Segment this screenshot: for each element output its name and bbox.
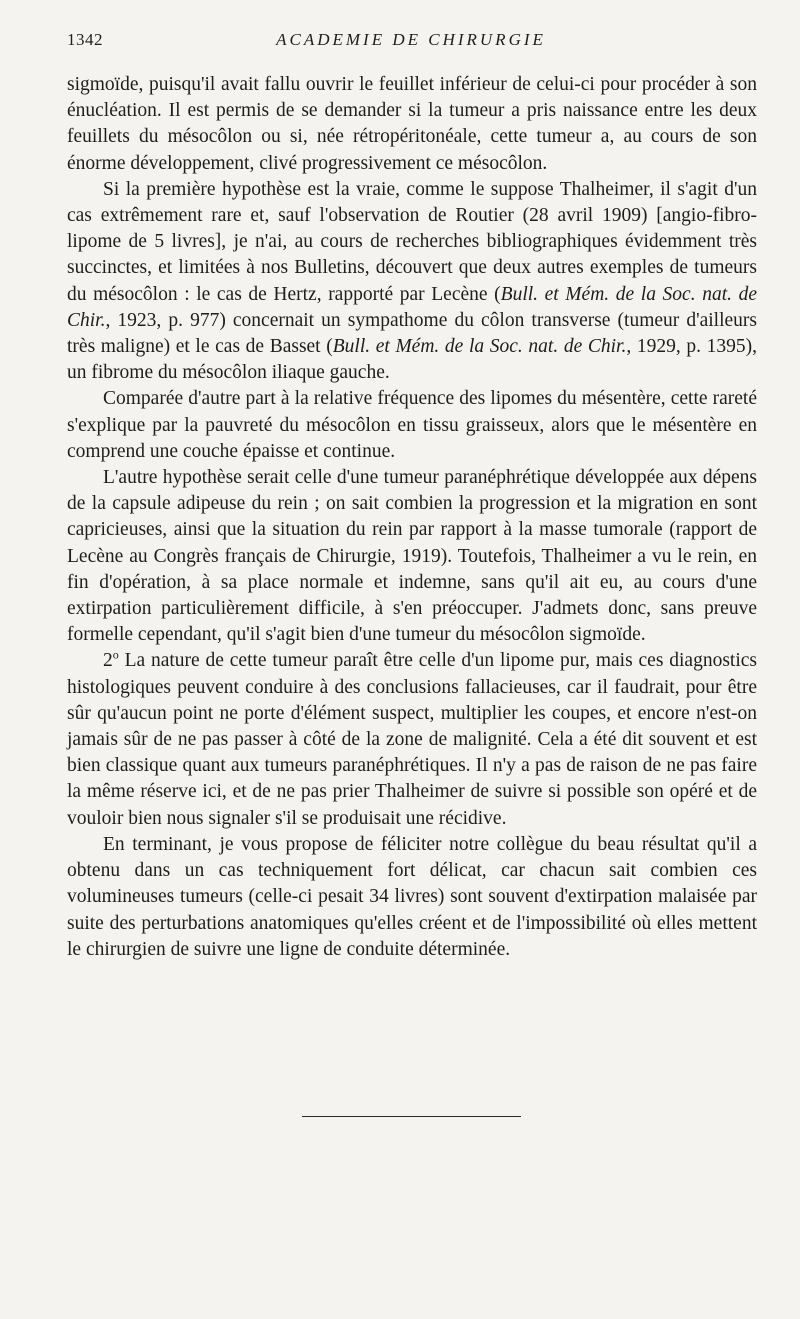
text-run: , 1923, p. 977) concernait un sympathome du côlon transverse (tumeur d'ailleurs très maligne) et le cas de Basset ( xyxy=(67,309,757,358)
page-header xyxy=(67,30,755,56)
paragraph xyxy=(67,648,757,831)
end-rule xyxy=(302,1116,521,1117)
article-body xyxy=(67,72,757,963)
citation-title: Bull. et Mém. de la Soc. nat. de Chir. xyxy=(67,283,757,331)
citation-title: Bull. et Mém. de la Soc. nat. de Chir. xyxy=(332,336,627,358)
text-run: L'autre hypothèse serait celle d'une tumeur paranéphrétique développée aux dépens de la capsule adipeuse du rein ; on sait combien la progression et la migration en sont capricieuses, ainsi que la situation du rein par rapport à la masse tumorale (rapport de Lecène au Congrès français de Chirurgie, 1919). Toutefois, Thalheimer a vu le rein, en fin d'opération, à sa place normale et indemne, sans qu'il ait eu, au cours d'une extirpation particulièrement difficile, à s'en préoccuper. J'admets donc, sans preuve formelle cependant, qu'il s'agit bien d'une tumeur du mésocôlon sigmoïde. xyxy=(67,467,757,646)
text-run: En terminant, je vous propose de féliciter notre collègue du beau résultat qu'il a obtenu dans un cas techniquement fort délicat, car chacun sait combien ces volumineuses tumeurs (celle-ci pesait 34 livres) sont souvent d'extirpation malaisée par suite des perturbations anatomiques qu'elles créent et de l'impossibilité où elles mettent le chirurgien de suivre une ligne de conduite déterminée. xyxy=(67,833,757,960)
text-run: Si la première hypothèse est la vraie, comme le suppose Thalheimer, il s'agit d'un cas extrêmement rare et, sauf l'observation de Routier (28 avril 1909) [angio-fibro-lipome de 5 livres], je n'ai, au cours de recherches bibliographiques évidemment très succinctes, et limitées à nos Bulletins, découvert que deux autres exemples de tumeurs du mésocôlon : le cas de Hertz, rapporté par Lecène ( xyxy=(67,178,757,305)
paragraph xyxy=(67,177,757,387)
paragraph xyxy=(67,72,757,177)
text-run: sigmoïde, puisqu'il avait fallu ouvrir le feuillet inférieur de celui-ci pour procéder à son énucléation. Il est permis de se demander si la tumeur a pris naissance entre les deux feuillets du mésocôlon ou si, née rétropéritonéale, cette tumeur a, au cours de son énorme développement, clivé progressivement ce mésocôlon. xyxy=(67,74,757,174)
paragraph xyxy=(67,832,757,963)
paragraph xyxy=(67,386,757,465)
text-run: 2 xyxy=(103,650,113,672)
running-title: ACADEMIE DE CHIRURGIE xyxy=(276,30,546,49)
text-run: , 1929, p. 1395), un fibrome du mésocôlon iliaque gauche. xyxy=(67,336,757,384)
text-run: Comparée d'autre part à la relative fréquence des lipomes du mésentère, cette rareté s'explique par la pauvreté du mésocôlon en tissu graisseux, alors que le mésentère en comprend une couche épaisse et continue. xyxy=(67,388,757,462)
ordinal-superscript: o xyxy=(112,647,119,662)
text-run: La nature de cette tumeur paraît être celle d'un lipome pur, mais ces diagnostics histologiques peuvent conduire à des conclusions fallacieuses, car il faudrait, pour être sûr qu'aucun point ne porte d'élément suspect, multiplier les coupes, et encore n'est-on jamais sûr de ne pas passer à côté de la zone de malignité. Cela a été dit souvent et est bien classique quant aux tumeurs paranéphrétiques. Il n'y a pas de raison de ne pas faire la même réserve ici, et de ne pas prier Thalheimer de suivre si possible son opéré et de vouloir bien nous signaler s'il se produisait une récidive. xyxy=(67,650,757,829)
paragraph xyxy=(67,465,757,648)
page-number: 1342 xyxy=(67,30,103,49)
